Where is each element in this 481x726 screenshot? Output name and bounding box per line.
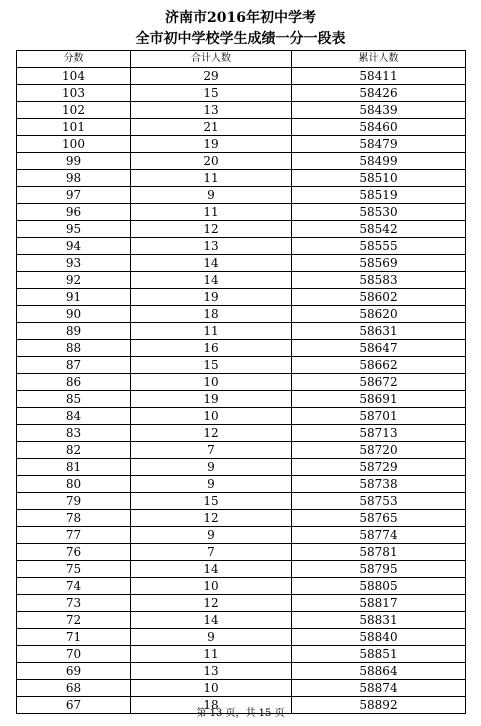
- table-row: [17, 153, 466, 170]
- table-row: [17, 340, 466, 357]
- cell-score: 87: [17, 357, 131, 374]
- cell-cumulative: 58781: [292, 544, 466, 561]
- cell-score: 101: [17, 119, 131, 136]
- cell-cumulative: 58765: [292, 510, 466, 527]
- cell-count: 12: [131, 510, 292, 527]
- cell-score: 83: [17, 425, 131, 442]
- table-row: [17, 663, 466, 680]
- cell-cumulative: 58662: [292, 357, 466, 374]
- cell-count: 14: [131, 255, 292, 272]
- cell-score: 103: [17, 85, 131, 102]
- table-row: [17, 374, 466, 391]
- cell-cumulative: 58691: [292, 391, 466, 408]
- cell-count: 11: [131, 204, 292, 221]
- cell-count: 14: [131, 272, 292, 289]
- table-row: [17, 170, 466, 187]
- cell-score: 95: [17, 221, 131, 238]
- cell-cumulative: 58439: [292, 102, 466, 119]
- cell-score: 74: [17, 578, 131, 595]
- cell-cumulative: 58426: [292, 85, 466, 102]
- table-row: [17, 221, 466, 238]
- page-footer: 第 13 页，共 15 页: [196, 708, 285, 719]
- cell-score: 79: [17, 493, 131, 510]
- table-row: [17, 442, 466, 459]
- cell-count: 14: [131, 612, 292, 629]
- cell-cumulative: 58701: [292, 408, 466, 425]
- cell-cumulative: 58738: [292, 476, 466, 493]
- cell-cumulative: 58519: [292, 187, 466, 204]
- cell-score: 86: [17, 374, 131, 391]
- cell-count: 15: [131, 357, 292, 374]
- cell-cumulative: 58569: [292, 255, 466, 272]
- cell-score: 77: [17, 527, 131, 544]
- cell-count: 14: [131, 561, 292, 578]
- cell-score: 84: [17, 408, 131, 425]
- cell-score: 76: [17, 544, 131, 561]
- table-row: [17, 493, 466, 510]
- table-row: [17, 544, 466, 561]
- cell-count: 15: [131, 85, 292, 102]
- cell-count: 19: [131, 391, 292, 408]
- cell-score: 82: [17, 442, 131, 459]
- table-row: [17, 85, 466, 102]
- cell-count: 10: [131, 374, 292, 391]
- cell-cumulative: 58713: [292, 425, 466, 442]
- cell-cumulative: 58460: [292, 119, 466, 136]
- document-subtitle: 全市初中学校学生成绩一分一段表: [135, 31, 346, 47]
- header-count: 合计人数: [131, 51, 292, 68]
- cell-cumulative: 58831: [292, 612, 466, 629]
- cell-count: 19: [131, 289, 292, 306]
- header-score: 分数: [17, 51, 131, 68]
- cell-count: 13: [131, 663, 292, 680]
- cell-cumulative: 58817: [292, 595, 466, 612]
- cell-cumulative: 58555: [292, 238, 466, 255]
- cell-cumulative: 58774: [292, 527, 466, 544]
- cell-score: 78: [17, 510, 131, 527]
- cell-count: 12: [131, 595, 292, 612]
- cell-score: 97: [17, 187, 131, 204]
- cell-score: 69: [17, 663, 131, 680]
- cell-cumulative: 58864: [292, 663, 466, 680]
- table-row: [17, 629, 466, 646]
- table-row: [17, 595, 466, 612]
- table-row: [17, 119, 466, 136]
- cell-score: 73: [17, 595, 131, 612]
- cell-cumulative: 58510: [292, 170, 466, 187]
- cell-count: 10: [131, 408, 292, 425]
- cell-cumulative: 58631: [292, 323, 466, 340]
- table-row: [17, 289, 466, 306]
- table-row: [17, 527, 466, 544]
- cell-cumulative: 58411: [292, 68, 466, 85]
- table-header-row: [17, 51, 466, 68]
- cell-count: 29: [131, 68, 292, 85]
- table-row: [17, 561, 466, 578]
- cell-score: 96: [17, 204, 131, 221]
- cell-cumulative: 58620: [292, 306, 466, 323]
- cell-count: 7: [131, 442, 292, 459]
- table-row: [17, 680, 466, 697]
- table-row: [17, 187, 466, 204]
- cell-score: 85: [17, 391, 131, 408]
- table-row: [17, 238, 466, 255]
- cell-score: 98: [17, 170, 131, 187]
- cell-score: 70: [17, 646, 131, 663]
- cell-score: 91: [17, 289, 131, 306]
- cell-count: 18: [131, 697, 292, 714]
- cell-count: 9: [131, 527, 292, 544]
- cell-cumulative: 58499: [292, 153, 466, 170]
- table-row: [17, 612, 466, 629]
- cell-score: 90: [17, 306, 131, 323]
- cell-cumulative: 58805: [292, 578, 466, 595]
- table-row: [17, 476, 466, 493]
- cell-count: 10: [131, 578, 292, 595]
- cell-cumulative: 58672: [292, 374, 466, 391]
- table-row: [17, 391, 466, 408]
- table-row: [17, 578, 466, 595]
- table-row: [17, 272, 466, 289]
- cell-count: 11: [131, 170, 292, 187]
- cell-score: 67: [17, 697, 131, 714]
- cell-score: 100: [17, 136, 131, 153]
- cell-count: 21: [131, 119, 292, 136]
- cell-score: 92: [17, 272, 131, 289]
- table-row: [17, 255, 466, 272]
- cell-score: 88: [17, 340, 131, 357]
- cell-score: 93: [17, 255, 131, 272]
- cell-count: 16: [131, 340, 292, 357]
- cell-score: 81: [17, 459, 131, 476]
- cell-score: 68: [17, 680, 131, 697]
- cell-cumulative: 58647: [292, 340, 466, 357]
- cell-cumulative: 58795: [292, 561, 466, 578]
- header-cumulative: 累计人数: [292, 51, 466, 68]
- cell-count: 19: [131, 136, 292, 153]
- cell-count: 10: [131, 680, 292, 697]
- cell-count: 13: [131, 102, 292, 119]
- cell-cumulative: 58602: [292, 289, 466, 306]
- cell-count: 12: [131, 425, 292, 442]
- table-row: [17, 459, 466, 476]
- table-row: [17, 408, 466, 425]
- cell-cumulative: 58851: [292, 646, 466, 663]
- cell-count: 12: [131, 221, 292, 238]
- cell-cumulative: 58542: [292, 221, 466, 238]
- cell-cumulative: 58479: [292, 136, 466, 153]
- cell-cumulative: 58720: [292, 442, 466, 459]
- table-row: [17, 204, 466, 221]
- score-distribution-table: [16, 50, 466, 714]
- table-row: [17, 646, 466, 663]
- cell-cumulative: 58892: [292, 697, 466, 714]
- cell-score: 99: [17, 153, 131, 170]
- cell-count: 18: [131, 306, 292, 323]
- cell-score: 89: [17, 323, 131, 340]
- cell-cumulative: 58530: [292, 204, 466, 221]
- table-row: [17, 323, 466, 340]
- cell-score: 80: [17, 476, 131, 493]
- table-row: [17, 425, 466, 442]
- table-row: [17, 510, 466, 527]
- cell-score: 94: [17, 238, 131, 255]
- cell-cumulative: 58729: [292, 459, 466, 476]
- cell-count: 13: [131, 238, 292, 255]
- cell-cumulative: 58874: [292, 680, 466, 697]
- cell-count: 9: [131, 187, 292, 204]
- table-row: [17, 306, 466, 323]
- cell-count: 11: [131, 646, 292, 663]
- table-row: [17, 68, 466, 85]
- cell-count: 9: [131, 459, 292, 476]
- cell-score: 71: [17, 629, 131, 646]
- table-row: [17, 102, 466, 119]
- cell-score: 75: [17, 561, 131, 578]
- table-row: [17, 136, 466, 153]
- cell-cumulative: 58753: [292, 493, 466, 510]
- cell-count: 9: [131, 629, 292, 646]
- table-row: [17, 357, 466, 374]
- cell-count: 7: [131, 544, 292, 561]
- cell-score: 72: [17, 612, 131, 629]
- cell-score: 104: [17, 68, 131, 85]
- cell-cumulative: 58840: [292, 629, 466, 646]
- cell-count: 9: [131, 476, 292, 493]
- document-title: 济南市2016年初中学考: [165, 10, 316, 26]
- cell-score: 102: [17, 102, 131, 119]
- cell-count: 15: [131, 493, 292, 510]
- cell-count: 20: [131, 153, 292, 170]
- cell-count: 11: [131, 323, 292, 340]
- cell-cumulative: 58583: [292, 272, 466, 289]
